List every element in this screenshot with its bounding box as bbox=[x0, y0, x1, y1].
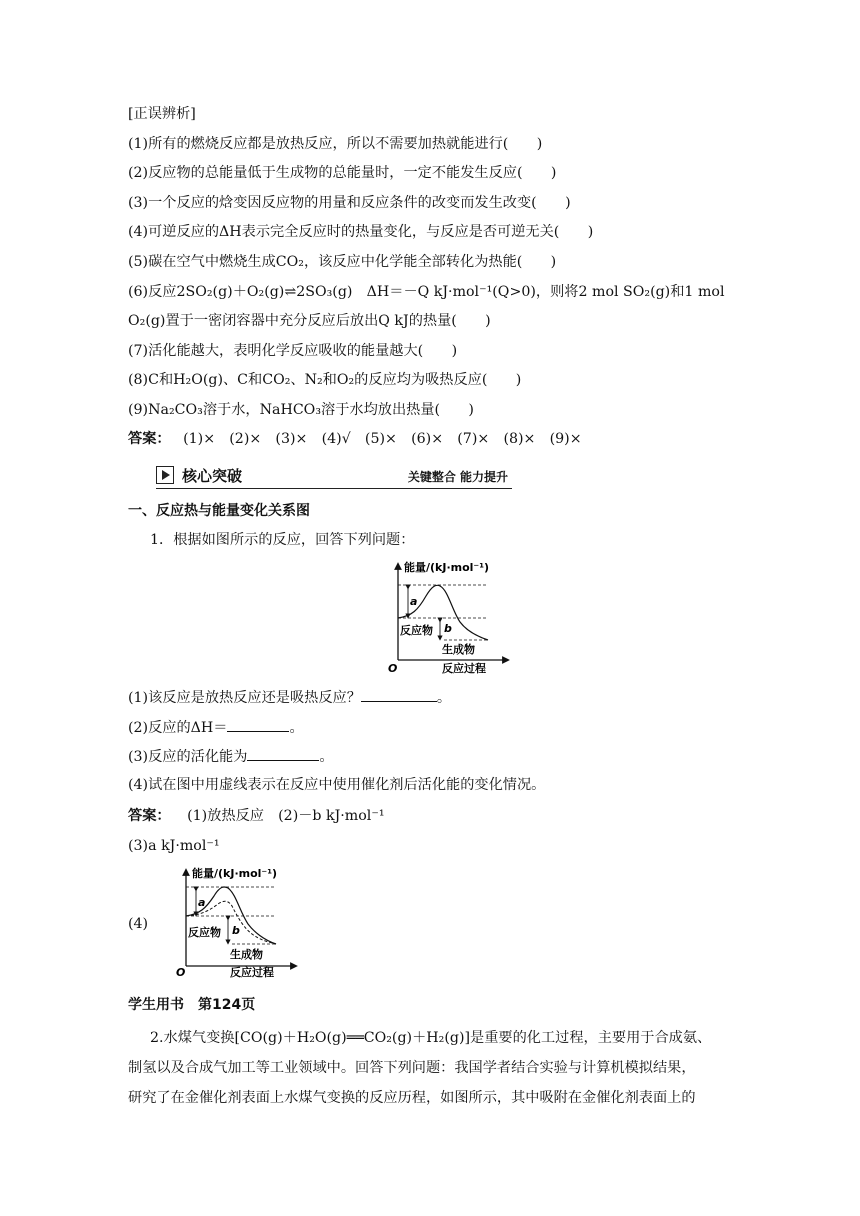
a-label-2: a bbox=[198, 896, 206, 909]
errata-item-7: (7)活化能越大，表明化学反应吸收的能量越大( ) bbox=[128, 343, 458, 359]
play-icon bbox=[156, 466, 174, 484]
core-subtitle: 关键整合 能力提升 bbox=[407, 470, 508, 484]
question-1-stem: 1．根据如图所示的反应，回答下列问题： bbox=[150, 532, 415, 548]
answer-text: (1)× (2)× (3)× (4)√ (5)× (6)× (7)× (8)× (9)× bbox=[183, 431, 582, 447]
product-label: 生成物 bbox=[442, 643, 475, 656]
blank-3[interactable] bbox=[247, 746, 319, 761]
b-label: b bbox=[444, 622, 452, 635]
errata-item-1: (1)所有的燃烧反应都是放热反应，所以不需要加热就能进行( ) bbox=[128, 136, 543, 152]
q1-answer-part-4-label: (4) bbox=[128, 916, 149, 932]
errata-item-9: (9)Na₂CO₃溶于水，NaHCO₃溶于水均放出热量( ) bbox=[128, 402, 474, 418]
x-axis-label-2: 反应过程 bbox=[230, 966, 274, 979]
errata-heading: [正误辨析] bbox=[128, 106, 196, 122]
errata-item-6-cont: O₂(g)置于一密闭容器中充分反应后放出Q kJ的热量( ) bbox=[128, 313, 491, 329]
y-axis-label: 能量/(kJ·mol⁻¹) bbox=[404, 561, 490, 574]
core-title: 核心突破 bbox=[182, 467, 243, 485]
errata-item-4: (4)可逆反应的ΔH表示完全反应时的热量变化，与反应是否可逆无关( ) bbox=[128, 224, 594, 240]
answer-label: 答案： bbox=[128, 431, 171, 447]
b-label-2: b bbox=[232, 924, 240, 937]
y-axis-label-2: 能量/(kJ·mol⁻¹) bbox=[192, 867, 278, 880]
q1-part-4: (4)试在图中用虚线表示在反应中使用催化剂后活化能的变化情况。 bbox=[128, 777, 546, 793]
errata-item-6: (6)反应2SO₂(g)＋O₂(g)⇌2SO₃(g) ΔH＝－Q kJ·mol⁻¹(Q>0)，则将2 mol SO₂(g)和1 mol bbox=[128, 284, 725, 300]
q1-part-2: (2)反应的ΔH＝ 。 bbox=[128, 717, 304, 738]
a-label: a bbox=[410, 595, 418, 608]
reactant-label-2: 反应物 bbox=[188, 926, 221, 939]
product-label-2: 生成物 bbox=[230, 948, 263, 961]
origin-label: O bbox=[388, 662, 398, 675]
blank-2[interactable] bbox=[227, 717, 289, 732]
x-axis-label: 反应过程 bbox=[442, 662, 486, 675]
origin-label-2: O bbox=[176, 966, 186, 979]
q1-answer-line-2: (3)a kJ·mol⁻¹ bbox=[128, 838, 220, 854]
q1-part-1: (1)该反应是放热反应还是吸热反应？ 。 bbox=[128, 687, 451, 708]
errata-answer bbox=[128, 429, 582, 449]
errata-item-2: (2)反应物的总能量低于生成物的总能量时，一定不能发生反应( ) bbox=[128, 165, 557, 181]
blank-1[interactable] bbox=[361, 687, 437, 702]
q1-part-3: (3)反应的活化能为 。 bbox=[128, 746, 334, 767]
q2-line-1: 2.水煤气变换[CO(g)＋H₂O(g)══CO₂(g)＋H₂(g)]是重要的化工过程，主要用于合成氨、 bbox=[150, 1030, 712, 1046]
energy-diagram bbox=[384, 560, 514, 676]
section-heading: 一、反应热与能量变化关系图 bbox=[128, 503, 310, 519]
core-section-bar bbox=[156, 464, 512, 489]
errata-item-8: (8)C和H₂O(g)、C和CO₂、N₂和O₂的反应均为吸热反应( ) bbox=[128, 372, 522, 388]
reactant-label: 反应物 bbox=[400, 624, 433, 637]
q2-line-2: 制氢以及合成气加工等工业领域中。回答下列问题：我国学者结合实验与计算机模拟结果， bbox=[128, 1060, 696, 1076]
q2-line-3: 研究了在金催化剂表面上水煤气变换的反应历程，如图所示，其中吸附在金催化剂表面上的 bbox=[128, 1090, 696, 1106]
energy-diagram-catalyst bbox=[172, 866, 302, 982]
errata-item-5: (5)碳在空气中燃烧生成CO₂，该反应中化学能全部转化为热能( ) bbox=[128, 254, 557, 270]
page-reference: 学生用书 第124页 bbox=[128, 997, 256, 1013]
errata-item-3: (3)一个反应的焓变因反应物的用量和反应条件的改变而发生改变( ) bbox=[128, 195, 571, 211]
q1-answer-line-1: 答案： (1)放热反应 (2)－b kJ·mol⁻¹ bbox=[128, 808, 385, 824]
